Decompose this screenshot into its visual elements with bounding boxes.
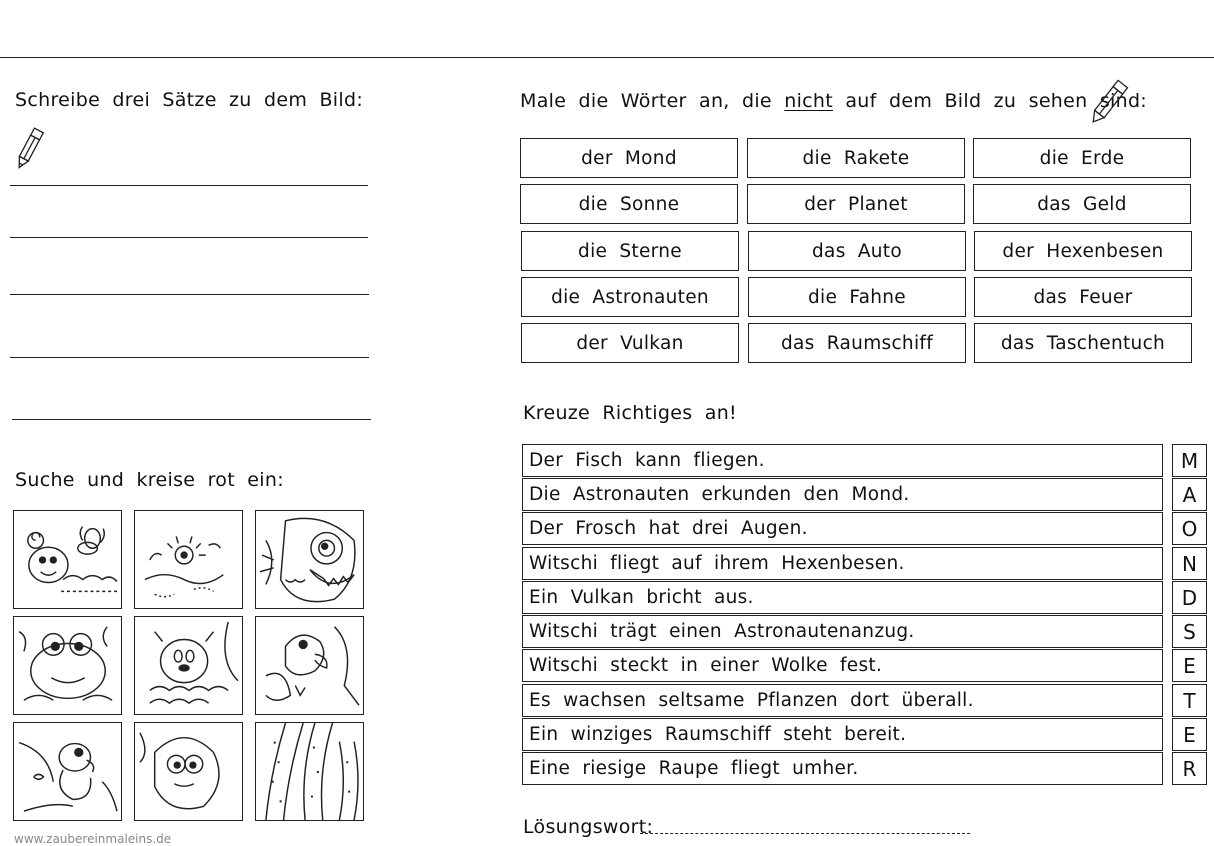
statement-row[interactable]: Witschi trägt einen Astronautenanzug. (522, 615, 1163, 648)
solution-letter: N (1172, 547, 1207, 580)
pencil-icon (12, 126, 46, 172)
statement-row[interactable]: Witschi fliegt auf ihrem Hexenbesen. (522, 547, 1163, 580)
statement-row[interactable]: Der Fisch kann fliegen. (522, 444, 1163, 477)
word-box[interactable]: der Hexenbesen (974, 231, 1192, 271)
picture-furry-creature[interactable] (134, 722, 243, 821)
statement-row[interactable]: Eine riesige Raupe fliegt umher. (522, 752, 1163, 785)
write-heading: Schreibe drei Sätze zu dem Bild: (15, 89, 364, 111)
solution-letter: E (1172, 718, 1207, 751)
statement-row[interactable]: Der Frosch hat drei Augen. (522, 512, 1163, 545)
statement-row[interactable]: Es wachsen seltsame Pflanzen dort überall. (522, 684, 1163, 717)
solution-letter: A (1172, 478, 1207, 511)
word-box[interactable]: das Auto (748, 231, 966, 271)
picture-one-eyed-fish[interactable] (255, 510, 364, 609)
writing-line[interactable] (10, 237, 368, 238)
word-box[interactable]: die Sterne (521, 231, 739, 271)
picture-bird[interactable] (13, 722, 122, 821)
picture-snail-caterpillar[interactable] (13, 510, 122, 609)
solution-letter: E (1172, 649, 1207, 682)
search-heading: Suche und kreise rot ein: (15, 469, 284, 491)
word-box[interactable]: die Sonne (520, 184, 738, 224)
color-heading-emph: nicht (784, 90, 834, 112)
writing-line[interactable] (10, 294, 369, 295)
solution-letter: R (1172, 752, 1207, 785)
picture-spiky-creature[interactable] (134, 510, 243, 609)
color-heading-post: auf dem Bild zu sehen sind: (845, 90, 1148, 112)
statement-row[interactable]: Ein winziges Raumschiff steht bereit. (522, 718, 1163, 751)
picture-parrot[interactable] (255, 616, 364, 715)
color-heading-pre: Male die Wörter an, die (520, 90, 772, 112)
word-box[interactable]: das Geld (973, 184, 1191, 224)
solution-word-field[interactable] (640, 833, 970, 834)
picture-mole[interactable] (134, 616, 243, 715)
word-box[interactable]: das Taschentuch (974, 323, 1192, 363)
solution-letter: D (1172, 581, 1207, 614)
writing-line[interactable] (10, 357, 369, 358)
word-box[interactable]: die Rakete (747, 138, 965, 178)
pencil-icon (1084, 78, 1132, 128)
top-divider (0, 57, 1214, 58)
picture-frog[interactable] (13, 616, 122, 715)
statement-row[interactable]: Ein Vulkan bricht aus. (522, 581, 1163, 614)
picture-worms[interactable] (255, 722, 364, 821)
solution-letter: M (1172, 444, 1207, 477)
word-box[interactable]: die Fahne (748, 277, 966, 317)
word-box[interactable]: das Raumschiff (748, 323, 966, 363)
solution-letter: O (1172, 512, 1207, 545)
writing-line[interactable] (12, 419, 371, 420)
word-box[interactable]: die Erde (973, 138, 1191, 178)
word-box[interactable]: das Feuer (974, 277, 1192, 317)
statement-row[interactable]: Die Astronauten erkunden den Mond. (522, 478, 1163, 511)
footer-url: www.zaubereinmaleins.de (14, 832, 172, 846)
solution-letter: T (1172, 684, 1207, 717)
color-heading (520, 90, 1147, 112)
cross-heading: Kreuze Richtiges an! (523, 402, 737, 424)
word-box[interactable]: der Vulkan (521, 323, 739, 363)
solution-letter: S (1172, 615, 1207, 648)
writing-line[interactable] (10, 185, 368, 186)
word-box[interactable]: der Planet (747, 184, 965, 224)
solution-label: Lösungswort: (523, 816, 654, 838)
word-box[interactable]: die Astronauten (521, 277, 739, 317)
word-box[interactable]: der Mond (520, 138, 738, 178)
statement-row[interactable]: Witschi steckt in einer Wolke fest. (522, 649, 1163, 682)
